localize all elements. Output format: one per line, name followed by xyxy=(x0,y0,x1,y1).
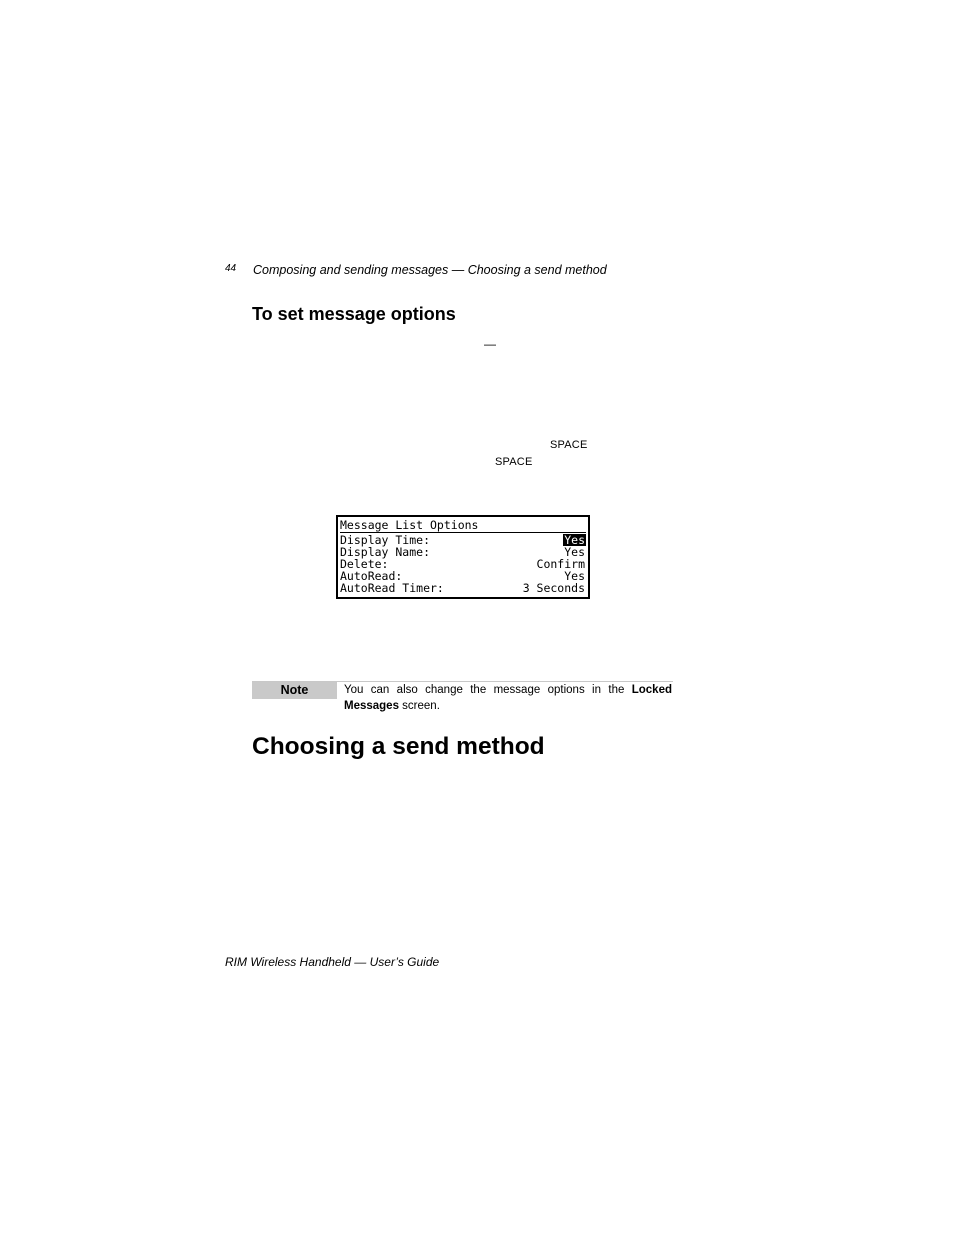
option-label: Display Time: xyxy=(340,533,431,547)
device-screen-message-list-options xyxy=(336,515,590,599)
chapter-heading: Choosing a send method xyxy=(252,733,545,760)
option-label: Display Name: xyxy=(340,545,431,559)
page-footer: RIM Wireless Handheld — User’s Guide xyxy=(225,955,440,969)
option-value: Yes xyxy=(564,569,585,583)
note-text xyxy=(344,683,672,714)
option-value: 3 Seconds xyxy=(522,581,585,595)
section-heading: To set message options xyxy=(252,304,456,324)
space-key-label: SPACE xyxy=(495,456,533,468)
option-label: AutoRead Timer: xyxy=(340,581,444,595)
screen-title: Message List Options xyxy=(340,519,586,533)
option-label: Delete: xyxy=(340,557,389,571)
note-text-end: screen. xyxy=(398,699,440,712)
option-label: AutoRead: xyxy=(340,569,403,583)
note-text-start: You can also change the message options in the xyxy=(344,684,632,696)
option-value: Yes xyxy=(564,533,585,547)
space-key-label: SPACE xyxy=(550,439,588,451)
option-row-autoread-timer xyxy=(340,582,586,594)
page-number: 44 xyxy=(225,263,237,274)
option-value: Yes xyxy=(564,545,585,559)
note-bold-term: Locked Messages xyxy=(344,684,672,712)
note-label: Note xyxy=(252,682,337,699)
em-dash-mark: — xyxy=(484,337,496,351)
option-value: Confirm xyxy=(536,557,585,571)
running-header: Composing and sending messages — Choosing a send method xyxy=(253,263,607,277)
